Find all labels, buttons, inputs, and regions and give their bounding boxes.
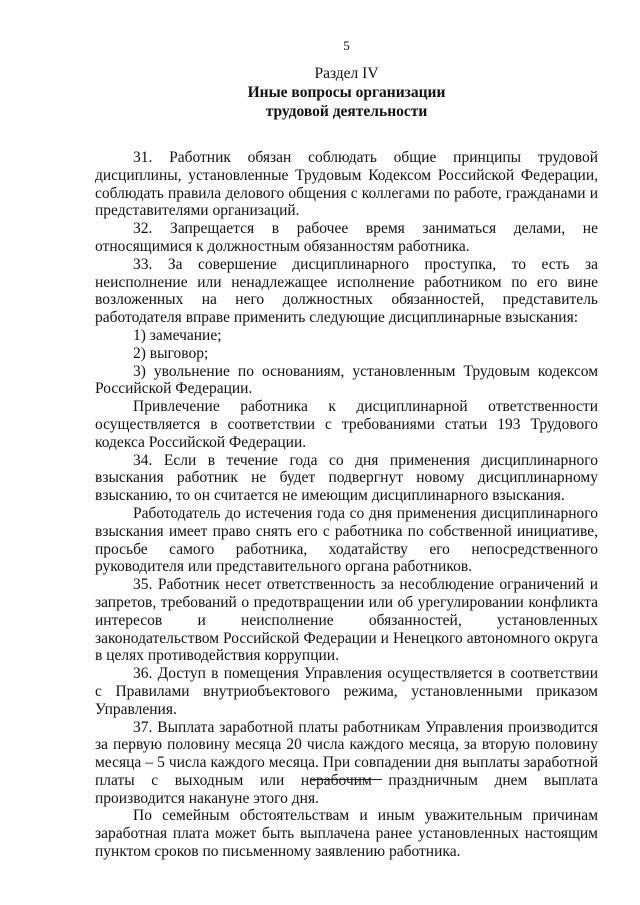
list-item-reprimand-remark: 1) замечание;	[133, 326, 222, 344]
section-title-line-2: трудовой деятельности	[265, 103, 428, 120]
paragraph-34-removal: Работодатель до истечения года со дня применения дисциплинарного взыскания имеет право снять его с работника по собственной инициативе, просьбе самого работника, ходатайству его непосредственного руководителя или представительного органа работников.	[95, 504, 598, 576]
paragraph-37-early-payment: По семейным обстоятельствам и иным уважительным причинам заработная плата может быть выплачена ранее установленных настоящим пунктом сроков по письменному заявлению работника.	[95, 807, 598, 861]
paragraph-33-disciplinary-liability: Привлечение работника к дисциплинарной ответственности осуществляется в соответствии с требованиями статьи 193 Трудового кодекса Российской Федерации.	[95, 398, 598, 451]
section-label: Раздел IV	[314, 65, 379, 82]
section-title-line-1: Иные вопросы организации	[247, 84, 446, 101]
paragraph-33: 33. За совершение дисциплинарного проступка, то есть за неисполнение или ненадлежащее исполнение работником по его вине возложенных на него должностных обязанностей, представитель работодателя вправе применить следующие дисциплинарные взыскания:	[95, 255, 598, 327]
list-item-dismissal: 3) увольнение по основаниям, установленным Трудовым кодексом Российской Федерации.	[95, 362, 598, 398]
list-item-reprimand: 2) выговор;	[133, 344, 209, 362]
section-heading	[95, 64, 598, 121]
paragraph-37: 37. Выплата заработной платы работникам Управления производится за первую половину месяца 20 числа каждого месяца, за вторую половину месяца – 5 числа каждого месяца. При совпадении дня выплаты заработной платы с выходным или нерабочим праздничным днем выплата производится накануне этого дня.	[95, 718, 598, 807]
paragraph-35: 35. Работник несет ответственность за несоблюдение ограничений и запретов, требований о предотвращении или об урегулировании конфликта интересов и неисполнение обязанностей, установленных законодательством Российской Федерации и Ненецкого автономного округа в целях противодействия коррупции.	[95, 576, 598, 665]
paragraph-31: 31. Работник обязан соблюдать общие принципы трудовой дисциплины, установленные Трудовым Кодексом Российской Федерации, соблюдать правила делового общения с коллегами по работе, гражданами и представителями организаций.	[95, 149, 598, 220]
document-body	[95, 149, 598, 861]
paragraph-32: 32. Запрещается в рабочее время заниматься делами, не относящимися к должностным обязанностям работника.	[95, 220, 598, 255]
page-number: 5	[343, 38, 350, 53]
closing-divider	[310, 779, 382, 780]
paragraph-36: 36. Доступ в помещения Управления осуществляется в соответствии с Правилами внутриобъектового режима, установленными приказом Управления.	[95, 665, 598, 718]
paragraph-34: 34. Если в течение года со дня применения дисциплинарного взыскания работник не будет подвергнут новому дисциплинарному взысканию, то он считается не имеющим дисциплинарного взыскания.	[95, 451, 598, 505]
